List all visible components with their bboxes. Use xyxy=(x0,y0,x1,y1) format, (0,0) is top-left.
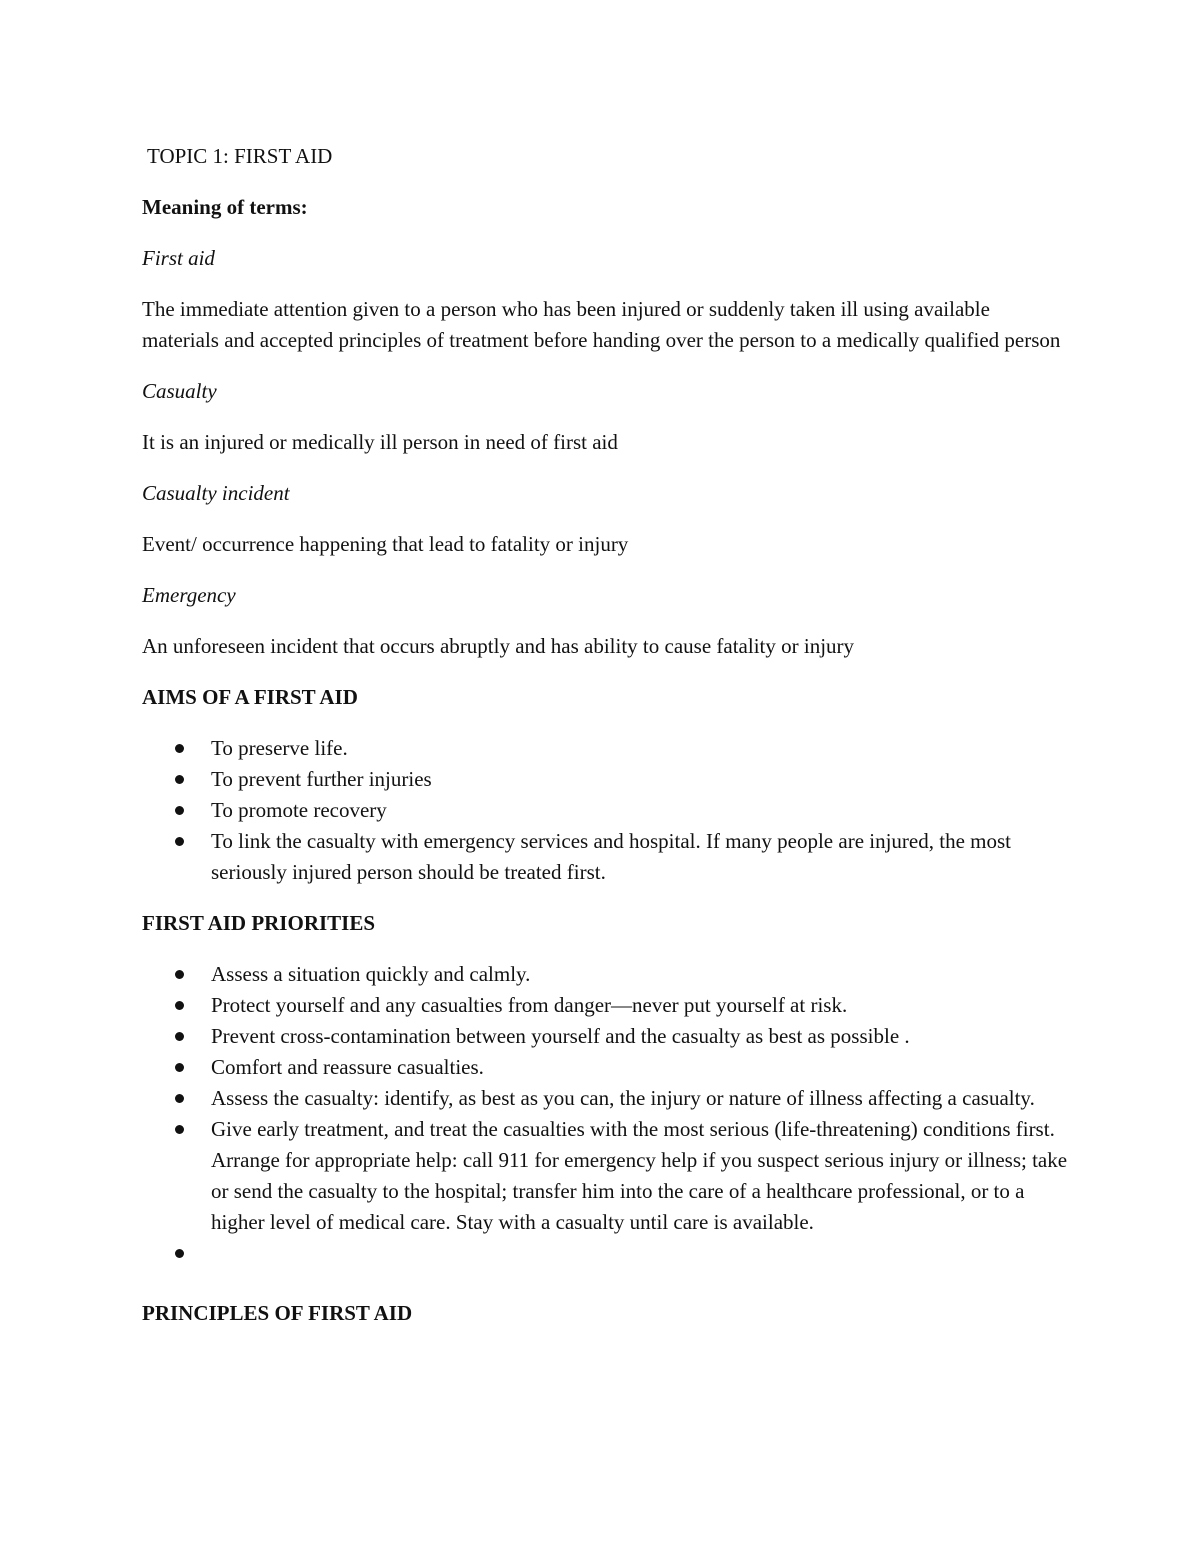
list-item xyxy=(142,1052,1072,1083)
list-item-text: To link the casualty with emergency services and hospital. If many people are injured, the most seriously injured person should be treated first. xyxy=(211,829,1011,884)
list-item xyxy=(142,826,1072,888)
list-item xyxy=(142,1238,1072,1278)
priorities-heading: FIRST AID PRIORITIES xyxy=(142,911,376,935)
terms-heading: Meaning of terms: xyxy=(142,195,308,219)
topic-title: TOPIC 1: FIRST AID xyxy=(147,144,333,168)
term-name: Casualty xyxy=(142,379,217,403)
term-definition: It is an injured or medically ill person in need of first aid xyxy=(142,430,618,454)
aims-list xyxy=(142,733,1072,888)
list-item-text: Prevent cross-contamination between yourself and the casualty as best as possible . xyxy=(211,1024,910,1048)
list-item-text: To promote recovery xyxy=(211,798,387,822)
bullet-icon xyxy=(175,744,184,753)
bullet-icon xyxy=(175,1094,184,1103)
list-item xyxy=(142,1083,1072,1114)
bullet-icon xyxy=(175,775,184,784)
bullet-icon xyxy=(175,806,184,815)
term-name: First aid xyxy=(142,246,215,270)
list-item-text: To prevent further injuries xyxy=(211,767,432,791)
list-item xyxy=(142,990,1072,1021)
list-item-text: To preserve life. xyxy=(211,736,348,760)
principles-heading: PRINCIPLES OF FIRST AID xyxy=(142,1301,413,1325)
bullet-icon xyxy=(175,1032,184,1041)
bullet-icon xyxy=(175,1125,184,1134)
bullet-icon xyxy=(175,1063,184,1072)
bullet-icon xyxy=(175,1249,184,1258)
list-item-text: Assess a situation quickly and calmly. xyxy=(211,962,531,986)
term-name: Emergency xyxy=(142,583,236,607)
term-definition: The immediate attention given to a person who has been injured or suddenly taken ill using available materials and accepted principles of treatment before handing over the person to a medically qualified person xyxy=(142,297,1061,352)
list-item xyxy=(142,764,1072,795)
list-item-text: Comfort and reassure casualties. xyxy=(211,1055,484,1079)
list-item xyxy=(142,1114,1072,1238)
list-item xyxy=(142,795,1072,826)
list-item-text: Protect yourself and any casualties from danger—never put yourself at risk. xyxy=(211,993,848,1017)
list-item-text: Assess the casualty: identify, as best as you can, the injury or nature of illness affecting a casualty. xyxy=(211,1086,1035,1110)
term-name: Casualty incident xyxy=(142,481,290,505)
bullet-icon xyxy=(175,970,184,979)
bullet-icon xyxy=(175,1001,184,1010)
list-item xyxy=(142,1021,1072,1052)
list-item xyxy=(142,733,1072,764)
bullet-icon xyxy=(175,837,184,846)
term-definition: An unforeseen incident that occurs abruptly and has ability to cause fatality or injury xyxy=(142,634,855,658)
aims-heading: AIMS OF A FIRST AID xyxy=(142,685,358,709)
document-body xyxy=(142,141,1072,1329)
priorities-list xyxy=(142,959,1072,1278)
term-definition: Event/ occurrence happening that lead to fatality or injury xyxy=(142,532,629,556)
list-item-text: Give early treatment, and treat the casualties with the most serious (life-threatening) conditions first. Arrange for appropriate help: call 911 for emergency help if you suspect serious injury or illness; take or send the casualty to the hospital; transfer him into the care of a healthcare professional, or to a higher level of medical care. Stay with a casualty until care is available. xyxy=(211,1117,1068,1234)
list-item xyxy=(142,959,1072,990)
